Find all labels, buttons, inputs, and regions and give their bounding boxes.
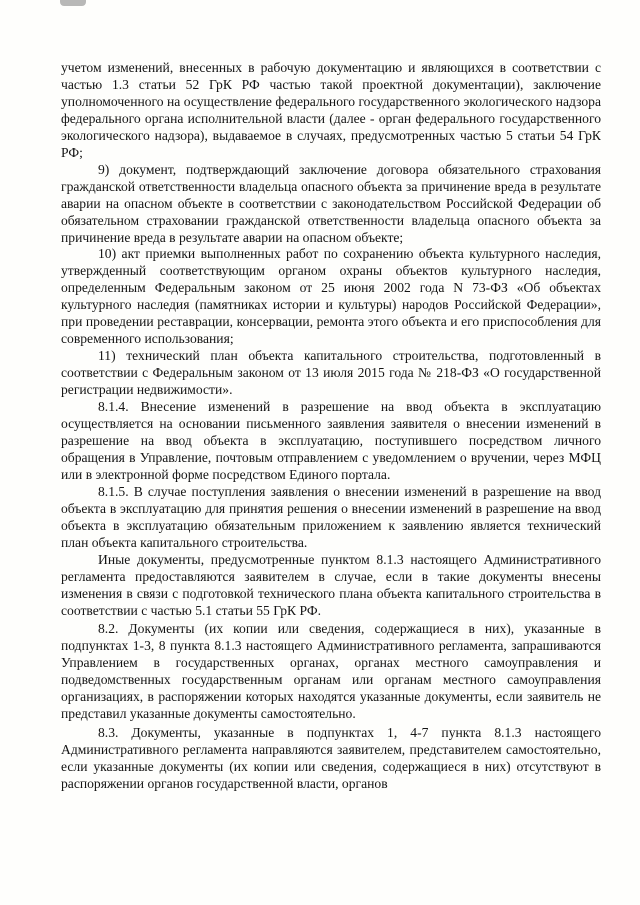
scan-artifact — [60, 0, 86, 6]
paragraph-8-2: 8.2. Документы (их копии или сведения, содержащиеся в них), указанные в подпунктах 1-3, 8 пункта 8.1.3 настоящего Административного регламента, запрашиваются Управлением в государственных органах, органах местного самоуправления и подведомственных государственным органам или органам местного самоуправления организациях, в распоряжении которых находятся указанные документы, если заявитель не представил указанные документы самостоятельно. — [61, 621, 601, 722]
paragraph-item-9: 9) документ, подтверждающий заключение договора обязательного страхования гражданской ответственности владельца опасного объекта за причинение вреда в результате аварии на опасном объекте в соответствии с законодательством Российской Федерации об обязательном страховании гражданской ответственности владельца опасного объекта за причинение вреда в результате аварии на опасном объекте; — [61, 161, 601, 245]
paragraph-8-1-4: 8.1.4. Внесение изменений в разрешение на ввод объекта в эксплуатацию осуществляется на основании письменного заявления заявителя о внесении изменений в разрешение на ввод объекта в эксплуатацию, поступившего посредством личного обращения в Управление, почтовым отправлением с уведомлением о вручении, через МФЦ или в электронной форме посредством Единого портала. — [61, 399, 601, 482]
paragraph-item-10: 10) акт приемки выполненных работ по сохранению объекта культурного наследия, утвержденный соответствующим органом охраны объектов культурного наследия, определенным Федеральным законом от 25 июня 2002 года N 73-ФЗ «Об объектах культурного наследия (памятниках истории и культуры) народов Российской Федерации», при проведении реставрации, консервации, ремонта этого объекта и его приспособления для современного использования; — [61, 246, 601, 347]
paragraph-other-documents: Иные документы, предусмотренные пунктом 8.1.3 настоящего Административного регламента предоставляются заявителем в случае, если в такие документы внесены изменения в связи с подготовкой технического плана объекта капитального строительства в соответствии с частью 5.1 статьи 55 ГрК РФ. — [61, 551, 601, 618]
paragraph-8-1-5: 8.1.5. В случае поступления заявления о внесении изменений в разрешение на ввод объекта в эксплуатацию для принятия решения о внесении изменений в разрешение на ввод объекта в эксплуатацию обязательным приложением к заявлению является технический план объекта капитального строительства. — [61, 483, 601, 550]
paragraph-item-11: 11) технический план объекта капитального строительства, подготовленный в соответствии с Федеральным законом от 13 июля 2015 года № 218-ФЗ «О государственной регистрации недвижимости». — [61, 348, 601, 398]
document-body — [61, 60, 601, 793]
paragraph-8-3: 8.3. Документы, указанные в подпунктах 1, 4-7 пункта 8.1.3 настоящего Административного регламента направляются заявителем, представителем самостоятельно, если указанные документы (их копии или сведения, содержащиеся в них) отсутствуют в распоряжении органов государственной власти, органов — [61, 725, 601, 792]
paragraph-continuation: учетом изменений, внесенных в рабочую документацию и являющихся в соответствии с частью 1.3 статьи 52 ГрК РФ частью такой проектной документации), заключение уполномоченного на осуществление федерального государственного экологического надзора федерального органа исполнительной власти (далее - орган федерального государственного экологического надзора), выдаваемое в случаях, предусмотренных частью 5 статьи 54 ГрК РФ; — [61, 60, 601, 160]
